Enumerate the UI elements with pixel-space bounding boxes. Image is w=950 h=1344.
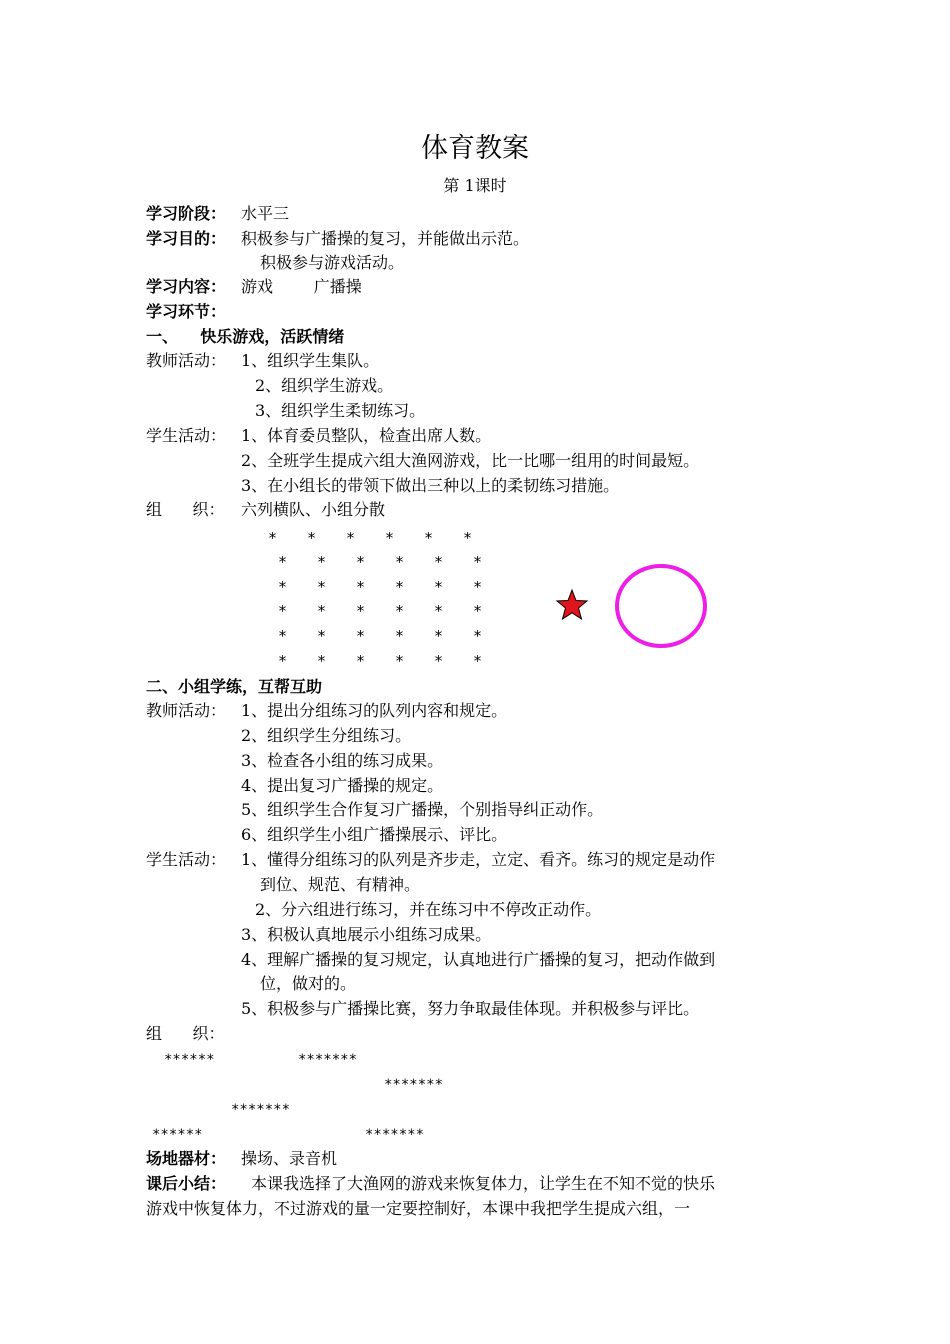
section1-teacher-item: 3、组织学生柔韧练习。	[255, 401, 426, 420]
section2-student-item: 4、理解广播操的复习规定，认真地进行广播操的复习，把动作做到	[241, 950, 716, 969]
student-marker: *	[278, 627, 288, 645]
summary-line-1: 本课我选择了大渔网的游戏来恢复体力，让学生在不知不觉的快乐	[251, 1174, 716, 1193]
student-marker: *	[473, 627, 483, 645]
student-marker: *	[395, 578, 405, 596]
student-marker: *	[434, 553, 444, 571]
content-value: 游戏 广播操	[241, 277, 362, 296]
section2-teacher-item: 3、检查各小组的练习成果。	[241, 751, 444, 770]
section2-teacher-item: 4、提出复习广播操的规定。	[241, 776, 444, 795]
goal-label: 学习目的：	[146, 229, 227, 248]
goal-line-2: 积极参与游戏活动。	[260, 253, 405, 272]
student-marker: *	[434, 602, 444, 620]
student-marker: *	[317, 602, 327, 620]
student-marker: *	[307, 529, 317, 547]
student-marker: *	[317, 627, 327, 645]
student-marker: *	[317, 578, 327, 596]
section2-student-item: 2、分六组进行练习，并在练习中不停改正动作。	[255, 900, 602, 919]
section1-org-value: 六列横队、小组分散	[241, 500, 386, 519]
group-formation: ******	[152, 1127, 203, 1143]
student-marker: *	[278, 553, 288, 571]
star-icon	[555, 588, 589, 622]
group-formation: *******	[365, 1127, 425, 1143]
content-label: 学习内容：	[146, 277, 227, 296]
circle-marker	[612, 562, 710, 650]
lesson-number: 第 1课时	[443, 176, 507, 195]
student-marker: *	[395, 652, 405, 670]
student-marker: *	[268, 529, 278, 547]
group-formation: *******	[298, 1052, 358, 1068]
student-marker: *	[356, 627, 366, 645]
section2-teacher-item: 6、组织学生小组广播操展示、评比。	[241, 825, 508, 844]
section1-teacher-item: 2、组织学生游戏。	[255, 376, 394, 395]
student-marker: *	[473, 553, 483, 571]
section1-student-label: 学生活动：	[146, 426, 227, 445]
student-marker: *	[356, 652, 366, 670]
section2-student-item: 5、积极参与广播操比赛，努力争取最佳体现。并积极参与评比。	[241, 999, 700, 1018]
steps-label: 学习环节：	[146, 302, 227, 321]
section1-student-item: 1、体育委员整队，检查出席人数。	[241, 426, 492, 445]
equipment-value: 操场、录音机	[241, 1149, 338, 1168]
section1-student-item: 3、在小组长的带领下做出三种以上的柔韧练习措施。	[241, 476, 620, 495]
section2-student-item: 3、积极认真地展示小组练习成果。	[241, 925, 492, 944]
equipment-label: 场地器材：	[146, 1149, 227, 1168]
section2-student-label: 学生活动：	[146, 850, 227, 869]
section1-student-item: 2、全班学生提成六组大渔网游戏，比一比哪一组用的时间最短。	[241, 451, 700, 470]
student-marker: *	[473, 578, 483, 596]
student-marker: *	[278, 602, 288, 620]
section2-org-label: 组 织：	[146, 1024, 225, 1043]
section2-teacher-item: 1、提出分组练习的队列内容和规定。	[241, 701, 508, 720]
student-marker: *	[434, 578, 444, 596]
section1-heading: 一、 快乐游戏，活跃情绪	[146, 327, 345, 346]
goal-line-1: 积极参与广播操的复习，并能做出示范。	[241, 229, 530, 248]
summary-line-2: 游戏中恢复体力，不过游戏的量一定要控制好，本课中我把学生提成六组，一	[146, 1199, 691, 1218]
section2-student-item: 1、懂得分组练习的队列是齐步走，立定、看齐。练习的规定是动作	[241, 850, 716, 869]
section2-heading: 二、小组学练，互帮互助	[146, 677, 323, 696]
section2-teacher-item: 5、组织学生合作复习广播操，个别指导纠正动作。	[241, 800, 604, 819]
section2-student-item-cont: 位，做对的。	[260, 974, 357, 993]
student-marker: *	[385, 529, 395, 547]
stage-label: 学习阶段：	[146, 204, 227, 223]
student-marker: *	[346, 529, 356, 547]
section1-org-label: 组 织：	[146, 500, 225, 519]
section2-teacher-item: 2、组织学生分组练习。	[241, 726, 412, 745]
student-marker: *	[424, 529, 434, 547]
section2-teacher-label: 教师活动：	[146, 701, 227, 720]
page-title: 体育教案	[421, 133, 529, 164]
section1-teacher-item: 1、组织学生集队。	[241, 351, 380, 370]
student-marker: *	[463, 529, 473, 547]
student-marker: *	[317, 652, 327, 670]
group-formation: ******	[164, 1052, 215, 1068]
group-formation: *******	[231, 1102, 291, 1118]
student-marker: *	[473, 602, 483, 620]
student-marker: *	[317, 553, 327, 571]
section2-student-item-cont: 到位、规范、有精神。	[260, 875, 421, 894]
student-marker: *	[356, 602, 366, 620]
stage-value: 水平三	[241, 204, 290, 223]
student-marker: *	[473, 652, 483, 670]
group-formation: *******	[384, 1077, 444, 1093]
student-marker: *	[395, 553, 405, 571]
student-marker: *	[356, 578, 366, 596]
student-marker: *	[395, 602, 405, 620]
student-marker: *	[356, 553, 366, 571]
student-marker: *	[395, 627, 405, 645]
summary-label: 课后小结：	[146, 1174, 227, 1193]
section1-teacher-label: 教师活动：	[146, 351, 227, 370]
student-marker: *	[278, 578, 288, 596]
student-marker: *	[278, 652, 288, 670]
student-marker: *	[434, 627, 444, 645]
student-marker: *	[434, 652, 444, 670]
